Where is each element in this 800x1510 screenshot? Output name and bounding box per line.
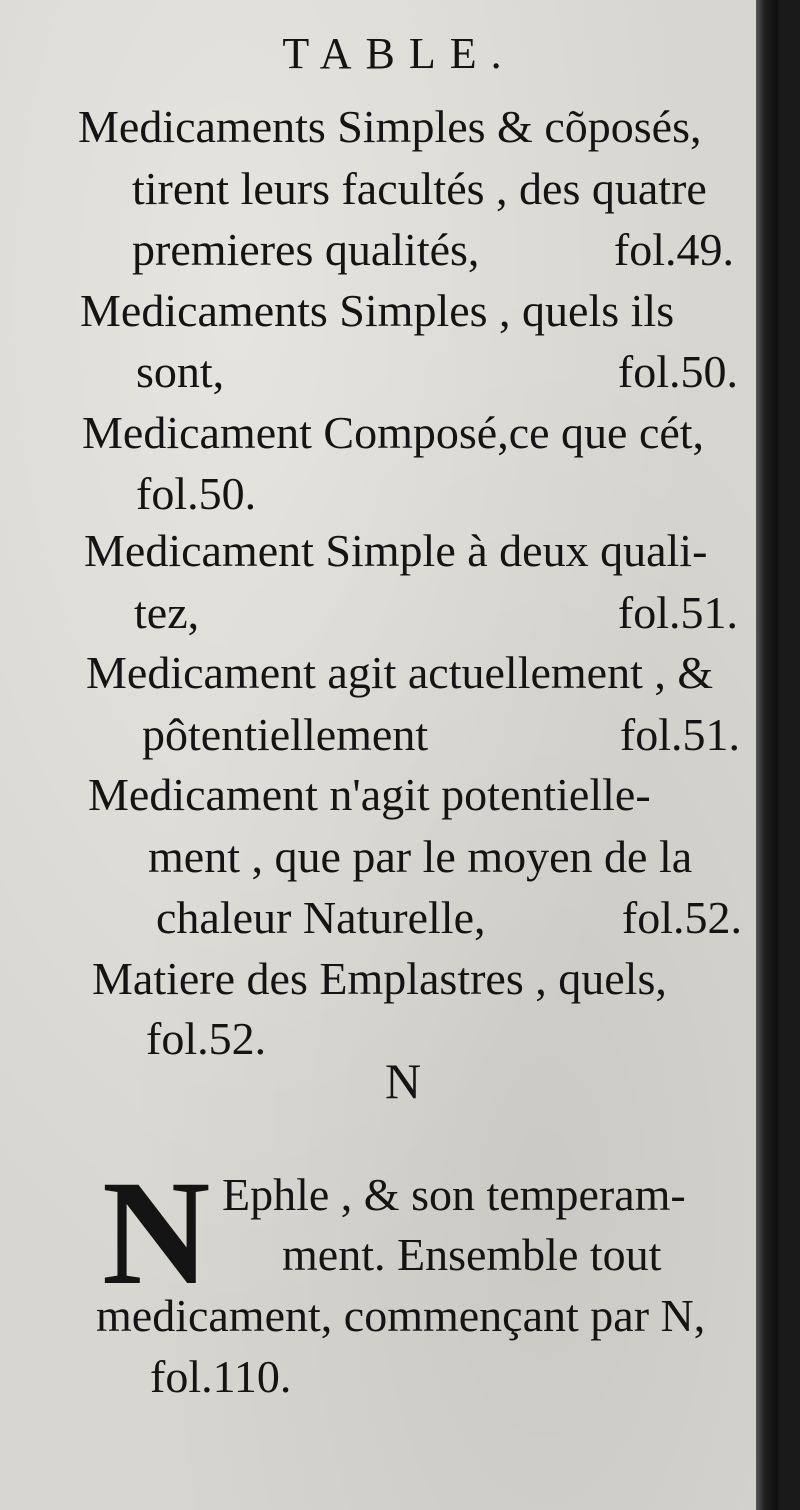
entry-line: medicament, commençant par N, [96, 1290, 706, 1341]
folio-reference: fol.52. [621, 892, 742, 943]
entry-line: Medicament agit actuellement , & [86, 647, 714, 698]
section-heading: N [385, 1053, 422, 1109]
entry-line: Matiere des Emplastres , quels, [92, 953, 667, 1004]
entry-line: Medicament Simple à deux quali- [84, 525, 708, 576]
entry-line: ment. Ensemble tout [282, 1229, 662, 1280]
entry-line: fol.52. [146, 1013, 267, 1064]
entry-line: Ephle , & son temperam- [222, 1169, 686, 1220]
entry-line: premieres qualités, [132, 224, 480, 275]
entry-line: tirent leurs facultés , des quatre [132, 163, 707, 214]
entry-line: tez, [134, 587, 200, 638]
entry-line: fol.50. [136, 468, 257, 519]
folio-reference: fol.50. [617, 346, 738, 397]
drop-cap: N [102, 1150, 211, 1316]
entry-line: Medicament n'agit potentielle- [88, 769, 651, 820]
entry-line: sont, [136, 346, 225, 397]
folio-reference: fol.49. [613, 224, 734, 275]
folio-reference: fol.51. [619, 709, 740, 760]
entry-line: fol.110. [150, 1351, 292, 1402]
page-edge-shadow [756, 0, 778, 1510]
entry-line: chaleur Naturelle, [156, 892, 486, 943]
entry-line: Medicament Composé,ce que cét, [82, 407, 705, 458]
entry-line: Medicaments Simples , quels ils [80, 285, 675, 336]
entry-line: pôtentiellement [142, 709, 429, 760]
page-title: TABLE. [282, 29, 516, 78]
entry-line: ment , que par le moyen de la [148, 831, 693, 882]
entry-line: Medicaments Simples & cõposés, [78, 101, 702, 152]
folio-reference: fol.51. [617, 587, 738, 638]
